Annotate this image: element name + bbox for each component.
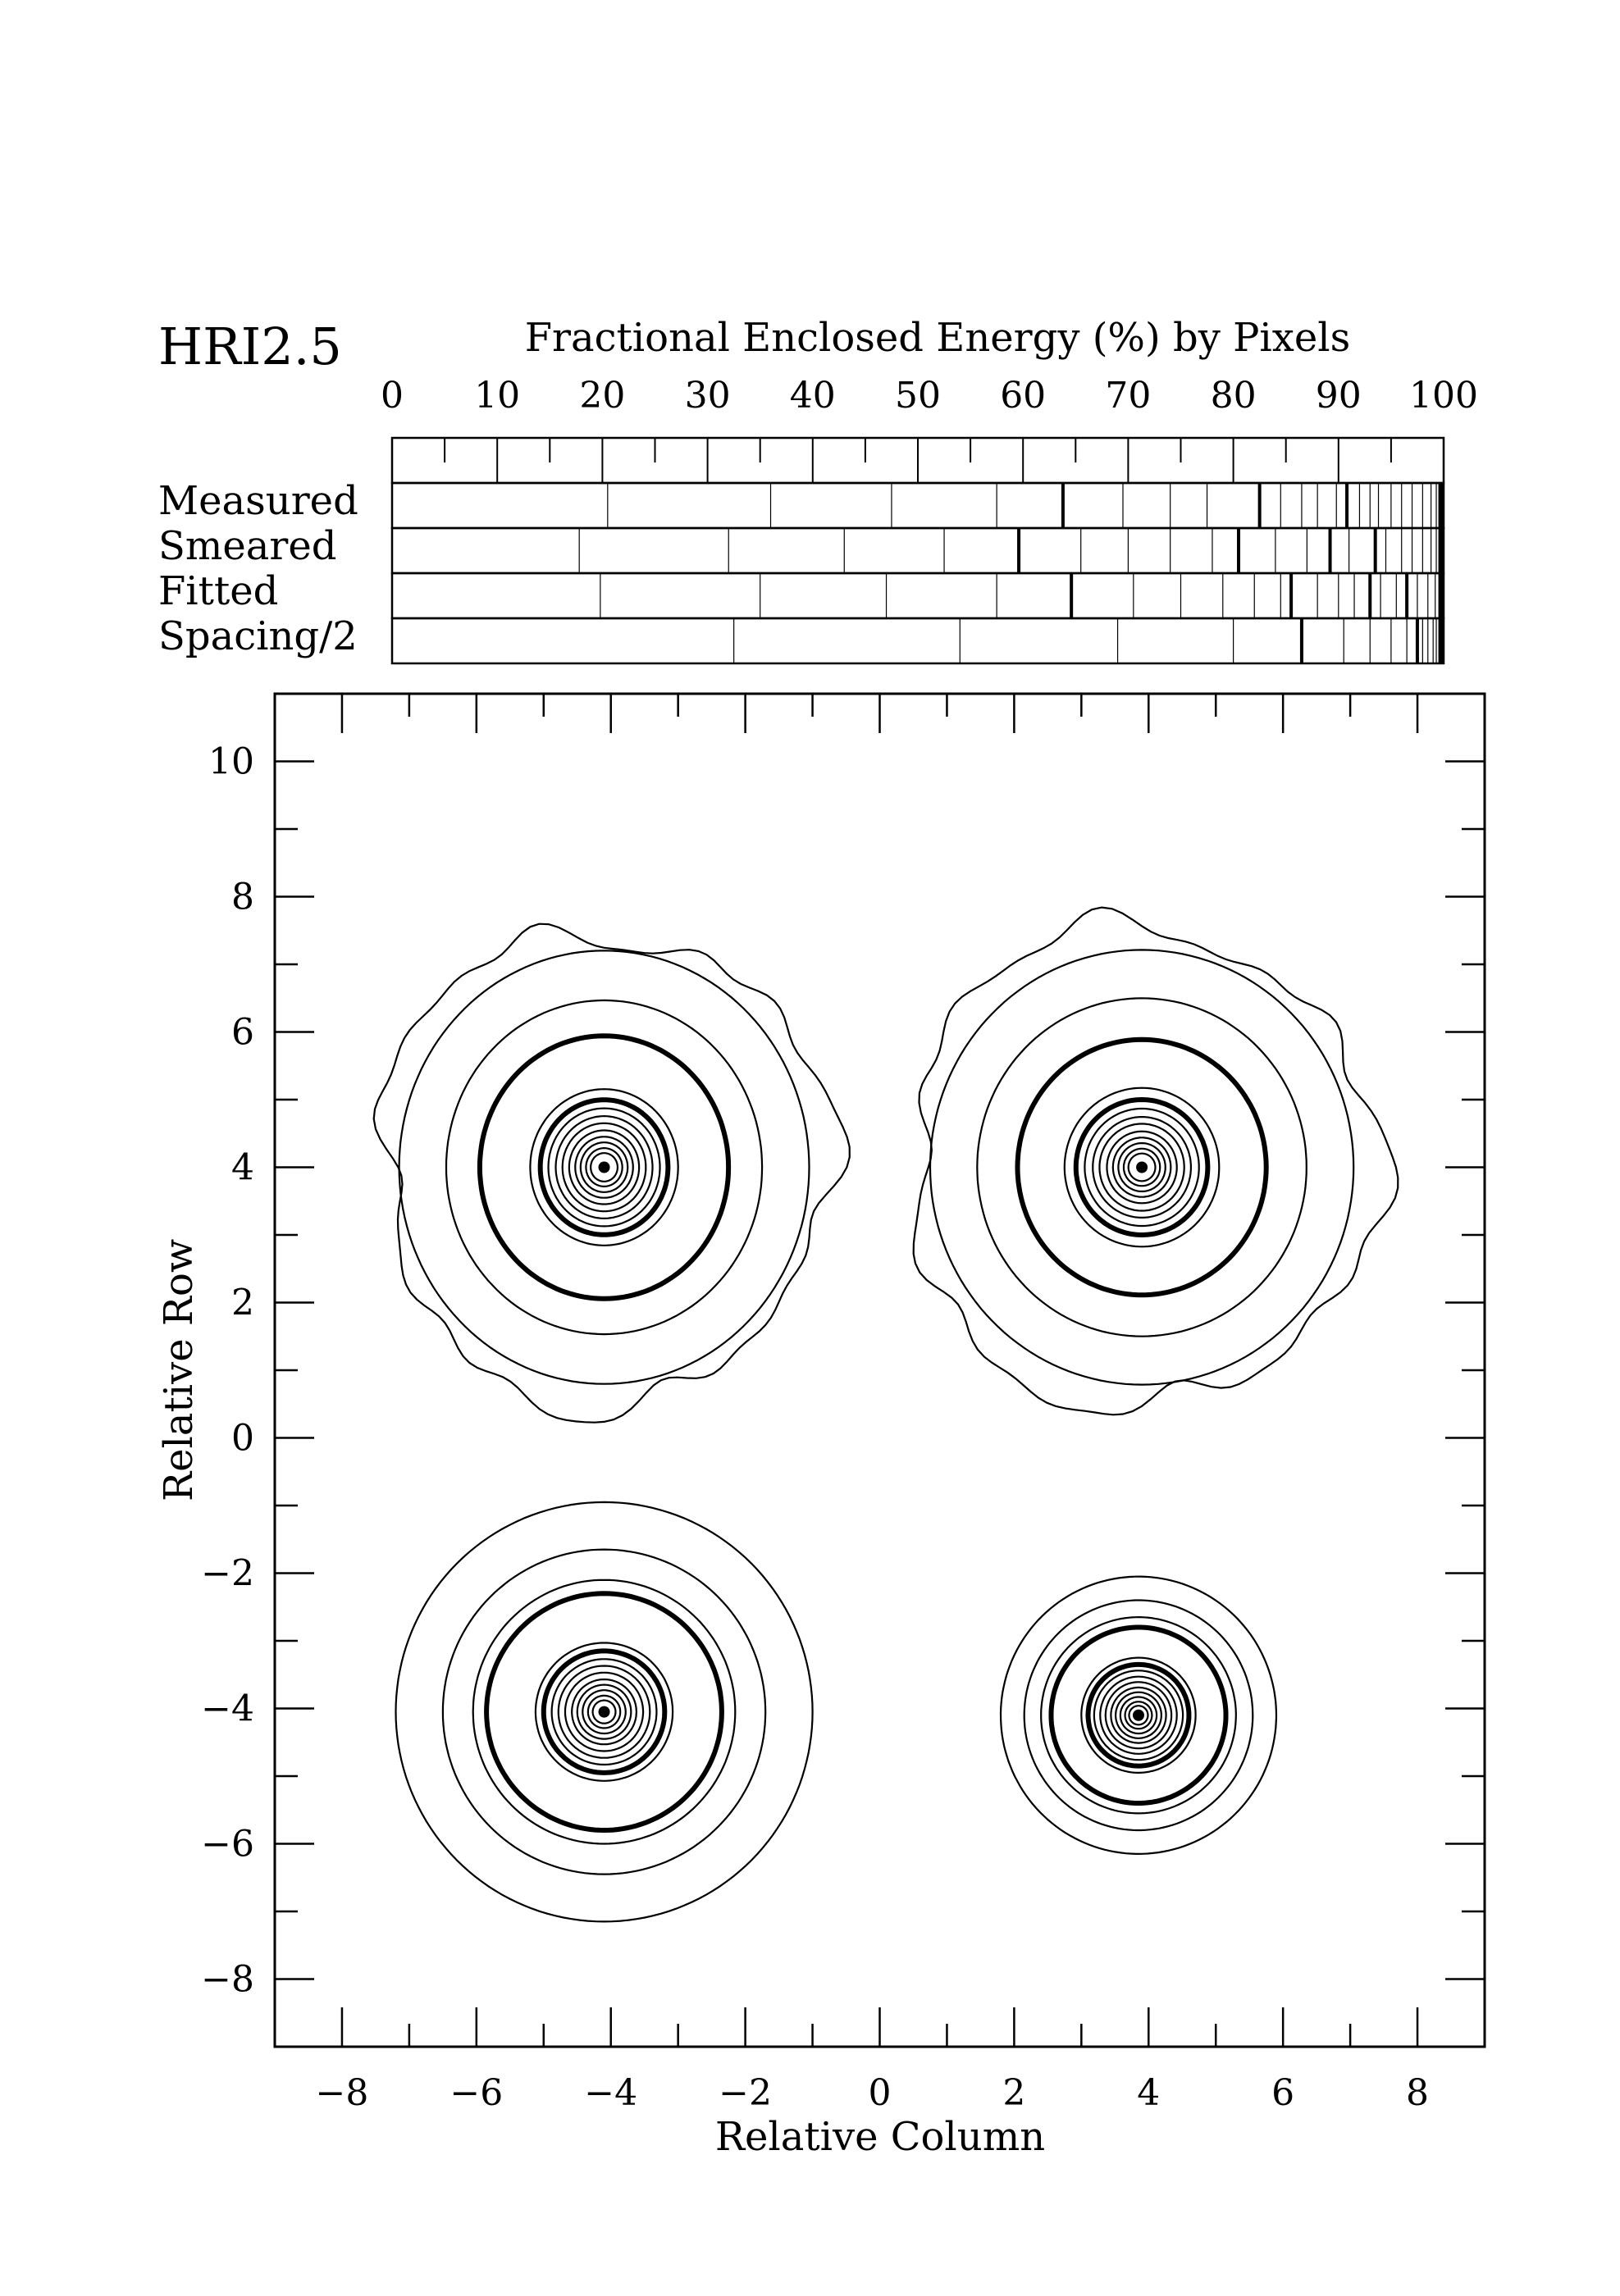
energy-tick-label: 60 [1000, 375, 1047, 417]
energy-row-box [392, 618, 1444, 663]
peak-fitted [599, 1706, 610, 1718]
x-axis-label: Relative Column [714, 2114, 1046, 2160]
x-tick-label: −8 [315, 2072, 369, 2114]
energy-row-box [392, 528, 1444, 573]
energy-tick-label: 0 [381, 375, 404, 417]
y-tick-label: −6 [201, 1823, 254, 1866]
energy-saturation-band [1439, 528, 1444, 573]
x-tick-label: −6 [449, 2072, 504, 2114]
peak-spacing [1133, 1710, 1144, 1721]
energy-saturation-band [1439, 618, 1444, 663]
x-tick-label: 0 [868, 2072, 892, 2114]
contour-plot-frame [275, 694, 1485, 2047]
row-label-fitted: Fitted [158, 568, 279, 614]
energy-saturation-band [1439, 483, 1444, 528]
y-tick-label: −4 [201, 1688, 254, 1730]
energy-tick-labels [381, 375, 1478, 417]
contours [374, 908, 1399, 1922]
y-tick-label: 8 [231, 876, 254, 918]
energy-bars [392, 483, 1444, 663]
contour-smeared [914, 908, 1399, 1415]
x-tick-label: 6 [1271, 2072, 1295, 2114]
energy-row-box [392, 483, 1444, 528]
panel-label: HRI2.5 [158, 317, 342, 376]
y-tick-label: 2 [231, 1282, 254, 1324]
energy-tick-label: 40 [789, 375, 836, 417]
energy-chart-title: Fractional Enclosed Energy (%) by Pixels [524, 315, 1351, 361]
contour-tick-labels [201, 741, 1429, 2115]
energy-axis [392, 438, 1444, 483]
y-tick-label: 10 [208, 740, 254, 783]
y-tick-label: 4 [231, 1146, 254, 1189]
y-tick-label: 0 [231, 1417, 254, 1460]
row-label-spacing: Spacing/2 [158, 613, 358, 659]
energy-tick-label: 50 [895, 375, 941, 417]
energy-tick-label: 80 [1210, 375, 1257, 417]
energy-tick-label: 90 [1315, 375, 1362, 417]
y-tick-label: −2 [201, 1552, 254, 1595]
row-label-smeared: Smeared [158, 523, 337, 569]
energy-tick-label: 100 [1409, 375, 1478, 417]
energy-tick-label: 70 [1105, 375, 1152, 417]
contour-ticks [275, 694, 1485, 2047]
energy-tick-label: 30 [684, 375, 731, 417]
peak-measured [599, 1162, 610, 1173]
energy-tick-label: 20 [579, 375, 626, 417]
energy-saturation-band [1439, 573, 1444, 618]
x-tick-label: 4 [1137, 2072, 1161, 2114]
x-tick-label: −2 [719, 2072, 773, 2114]
x-tick-label: −4 [584, 2072, 638, 2114]
x-tick-label: 2 [1002, 2072, 1026, 2114]
energy-tick-label: 10 [474, 375, 521, 417]
row-label-measured: Measured [158, 478, 358, 524]
x-tick-label: 8 [1406, 2072, 1430, 2114]
contour-measured [374, 924, 850, 1423]
y-tick-label: 6 [231, 1011, 254, 1054]
y-axis-label: Relative Row [156, 1238, 202, 1502]
peak-smeared [1136, 1162, 1148, 1173]
energy-row-box [392, 573, 1444, 618]
y-tick-label: −8 [201, 1958, 254, 2001]
